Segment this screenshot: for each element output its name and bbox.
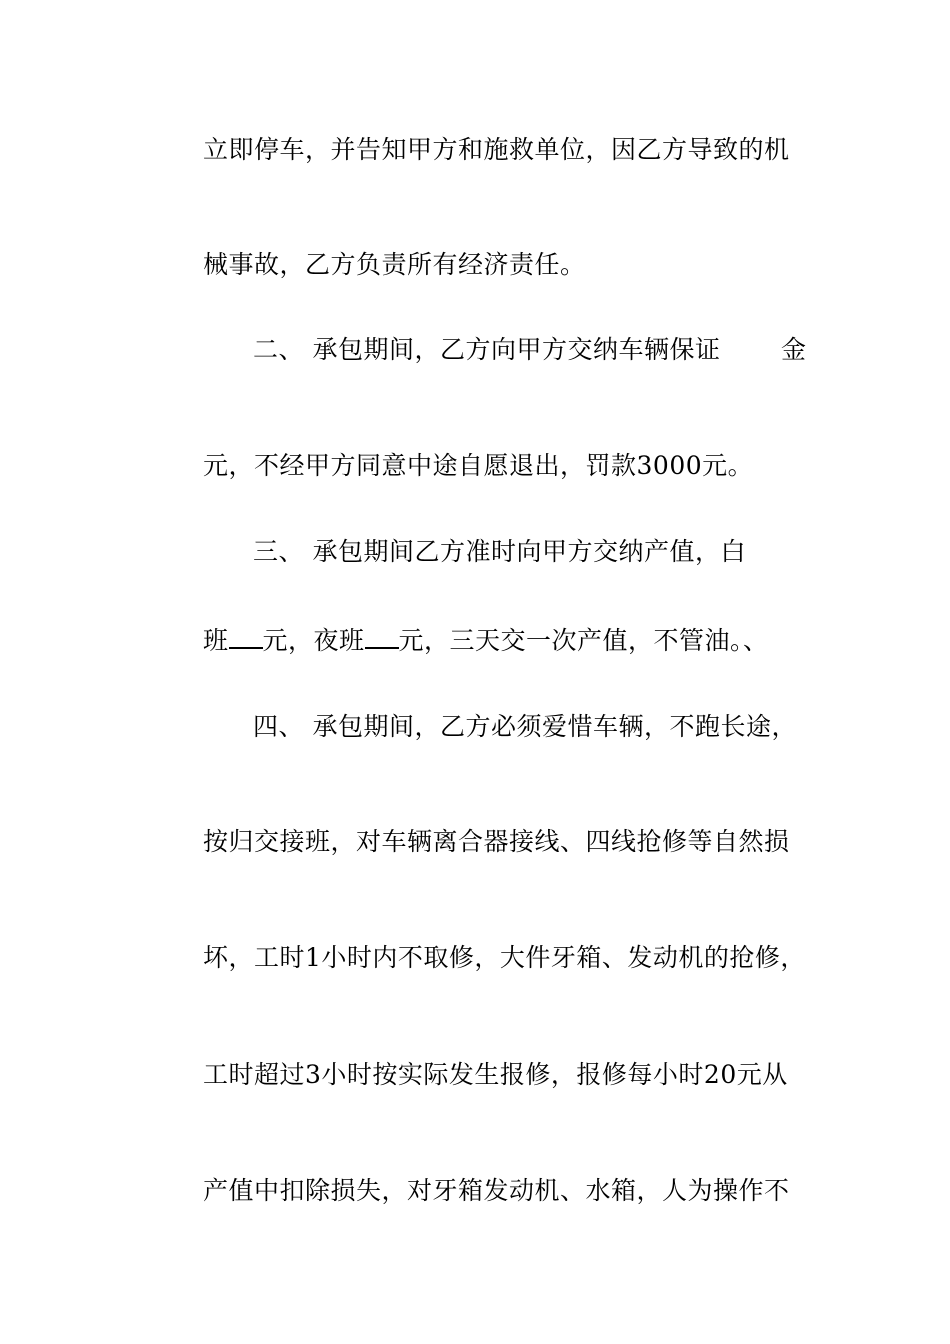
paragraph-line — [203, 250, 586, 280]
blank-field — [365, 625, 399, 649]
line-text: 按归交接班，对车辆离合器接线、四线抢修等自然损 — [203, 827, 790, 856]
clause-four-line — [253, 712, 797, 742]
line-text: 产值中扣除损失，对牙箱发动机、水箱，人为操作不 — [203, 1176, 790, 1205]
line-text: 立即停车，并告知甲方和施救单位，因乙方导致的机 — [203, 135, 790, 164]
paragraph-line — [203, 135, 790, 165]
line-text: 械事故，乙方负责所有经济责任。 — [203, 250, 586, 279]
line-text: 三、 承包期间乙方准时向甲方交纳产值，白 — [253, 537, 746, 566]
line-text: 金 — [781, 335, 807, 364]
line-text: 元，夜班 — [262, 626, 365, 655]
paragraph-line — [203, 1176, 790, 1206]
line-text: 工时超过3小时按实际发生报修，报修每小时20元从 — [203, 1060, 788, 1089]
line-text: 元，三天交一次产值，不管油。、 — [398, 626, 769, 655]
line-text: 元，不经甲方同意中途自愿退出，罚款3000元。 — [203, 451, 754, 480]
paragraph-line — [203, 943, 806, 973]
line-text: 四、 承包期间，乙方必须爱惜车辆，不跑长途， — [253, 712, 797, 741]
paragraph-line — [203, 827, 790, 857]
clause-two-line-end — [781, 335, 807, 365]
clause-two-line — [253, 335, 720, 365]
line-text: 班 — [203, 626, 229, 655]
line-text: 二、 承包期间，乙方向甲方交纳车辆保证 — [253, 335, 721, 364]
clause-three-line — [253, 537, 746, 567]
paragraph-line — [203, 451, 753, 481]
paragraph-line — [203, 1060, 788, 1090]
line-text: 坏，工时1小时内不取修，大件牙箱、发动机的抢修， — [203, 943, 806, 972]
blank-field — [229, 625, 263, 649]
paragraph-line-with-blanks — [203, 625, 769, 656]
